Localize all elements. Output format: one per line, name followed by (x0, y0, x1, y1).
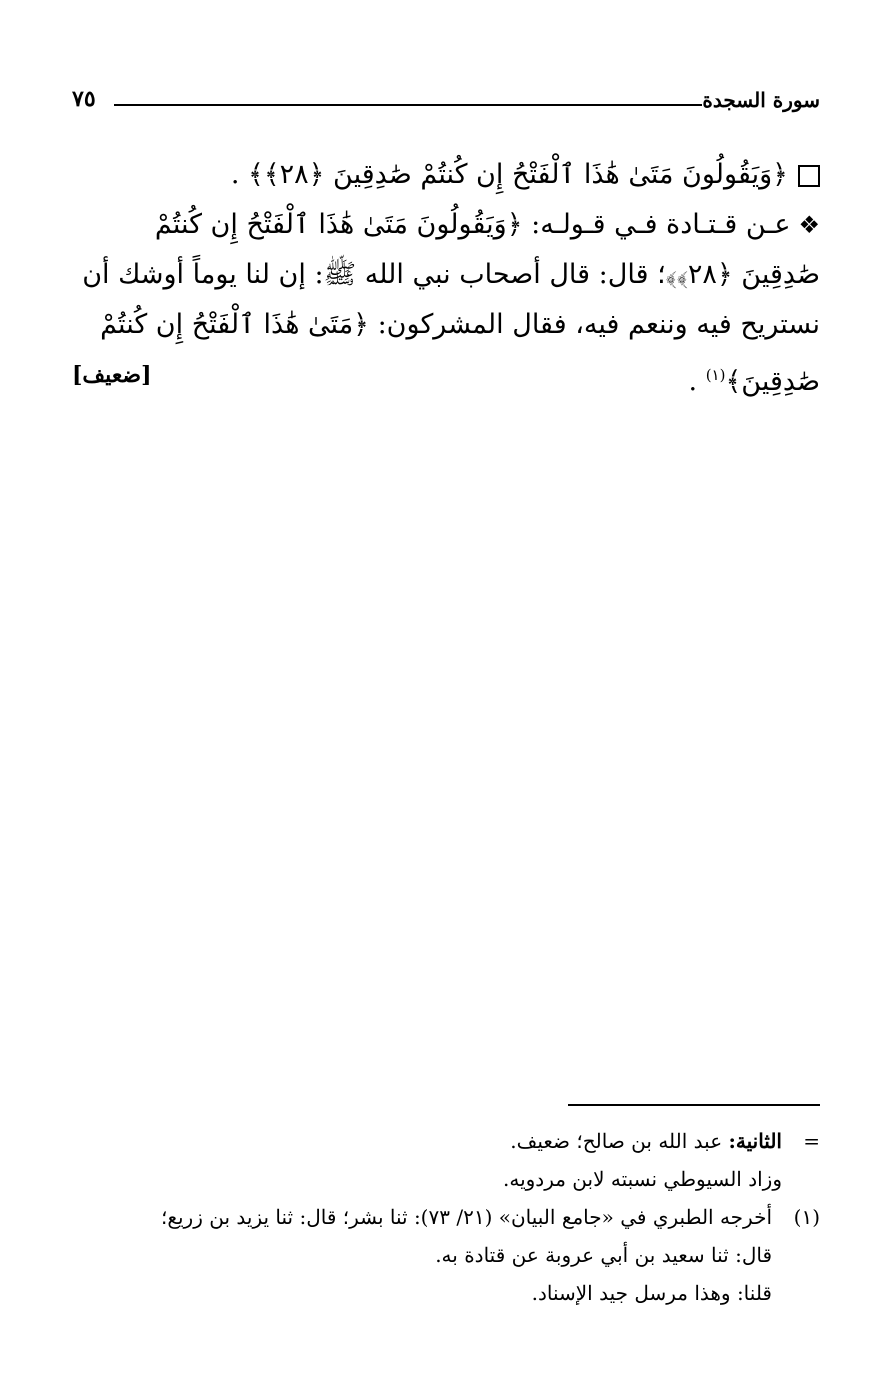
page-header (72, 82, 820, 122)
square-bullet-icon (798, 165, 820, 187)
second-label: الثانية: (728, 1129, 782, 1153)
footnote-1-line-2: قال: ثنا سعيد بن أبي عروبة عن قتادة به. (435, 1243, 772, 1267)
footnote-1 (72, 1198, 820, 1236)
footnote-ref: (١) (705, 366, 726, 384)
footnotes (72, 1122, 820, 1312)
footnote-1-line-3: قلنا: وهذا مرسل جيد الإسناد. (531, 1281, 772, 1305)
text-line-3: صَٰدِقِينَ ﴿٢٨﴾﴾؛ قال: قال أصحاب نبي الله ﷺ: إن لنا يوماً أوشك أن (82, 259, 820, 290)
text-line-5-end: . (688, 366, 706, 397)
continuation-text (510, 1122, 782, 1160)
text-line-2-content: عـن قـتـادة فـي قـولـه: ﴿وَيَقُولُونَ مَتَىٰ هَٰذَا ٱلْفَتْحُ إِن كُنتُمْ (154, 209, 791, 240)
verse-line (72, 150, 820, 200)
footnote-suyuti (72, 1160, 820, 1198)
main-text (72, 150, 820, 400)
footnote-1-line-1: أخرجه الطبري في «جامع البيان» (٢١/ ٧٣): ثنا بشر؛ قال: ثنا يزيد بن زريع؛ (160, 1205, 772, 1229)
text-line-2 (72, 200, 820, 250)
hadith-grade: [ضعيف] (72, 362, 152, 388)
header-rule (114, 104, 702, 106)
suyuti-text: وزاد السيوطي نسبته لابن مردويه. (502, 1167, 782, 1191)
footnote-rule (568, 1104, 820, 1106)
diamond-bullet-icon: ❖ (798, 211, 820, 239)
text-line-4: نستريح فيه وننعم فيه، فقال المشركون: ﴿مَتَىٰ هَٰذَا ٱلْفَتْحُ إِن كُنتُمْ (100, 309, 820, 340)
page-number: ٧٥ (72, 86, 96, 112)
second-text: عبد الله بن صالح؛ ضعيف. (510, 1129, 729, 1153)
verse-text: ﴿وَيَقُولُونَ مَتَىٰ هَٰذَا ٱلْفَتْحُ إِن كُنتُمْ صَٰدِقِينَ ﴿٢٨﴾﴾ . (230, 159, 788, 190)
footnote-1-marker: (١) (793, 1205, 820, 1229)
text-line-5 (72, 350, 820, 400)
footnote-continuation (72, 1122, 820, 1160)
surah-title: سورة السجدة (702, 88, 820, 112)
continuation-marker: = (803, 1129, 820, 1153)
footnote-1-cont-1 (72, 1236, 820, 1274)
text-line-5-content: صَٰدِقِينَ﴾ (725, 366, 820, 397)
footnote-1-cont-2 (72, 1274, 820, 1312)
